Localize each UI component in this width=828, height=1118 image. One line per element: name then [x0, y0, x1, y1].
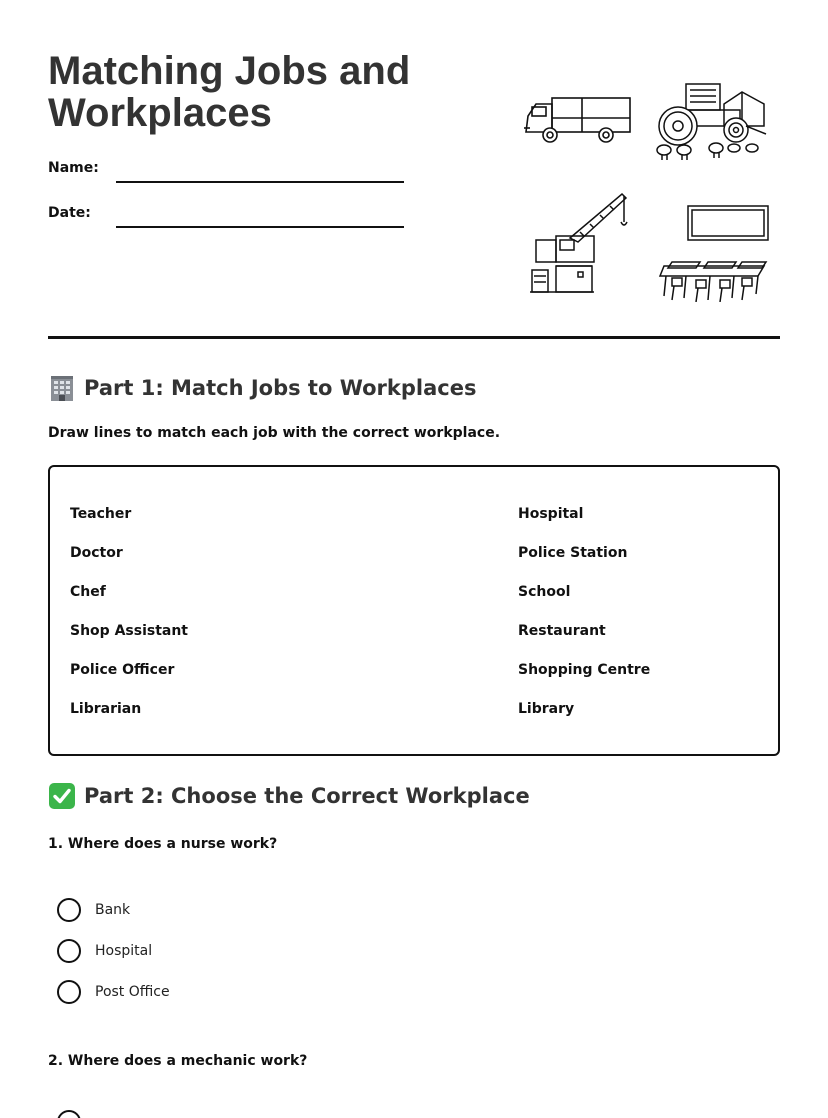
radio-button[interactable]: [57, 1110, 81, 1118]
option-label: Bank: [95, 902, 131, 918]
question-1: 1. Where does a nurse work?: [48, 836, 278, 852]
workplace-item[interactable]: Library: [518, 701, 575, 717]
part1-title: Part 1: Match Jobs to Workplaces: [84, 376, 477, 400]
crane-icon: [530, 188, 630, 296]
part2-heading: [48, 782, 530, 810]
option-hospital[interactable]: [57, 939, 152, 963]
job-item[interactable]: Shop Assistant: [70, 623, 188, 639]
part1-instructions: Draw lines to match each job with the correct workplace.: [48, 425, 501, 441]
truck-icon: [522, 92, 634, 144]
job-item[interactable]: Librarian: [70, 701, 142, 717]
page-title: Matching Jobs and Workplaces: [48, 49, 411, 135]
option-label: Hospital: [95, 943, 153, 959]
name-line[interactable]: [116, 181, 404, 183]
radio-button[interactable]: [57, 898, 81, 922]
header-divider: [48, 336, 780, 339]
job-item[interactable]: Doctor: [70, 545, 123, 561]
part2-title: Part 2: Choose the Correct Workplace: [84, 784, 530, 808]
matching-box: [48, 465, 780, 756]
name-label: Name:: [48, 160, 99, 176]
radio-button[interactable]: [57, 980, 81, 1004]
option-post-office[interactable]: [57, 980, 170, 1004]
workplace-item[interactable]: Shopping Centre: [518, 662, 651, 678]
workplace-item[interactable]: Restaurant: [518, 623, 606, 639]
question-2: 2. Where does a mechanic work?: [48, 1053, 308, 1069]
date-line[interactable]: [116, 226, 404, 228]
workplace-item[interactable]: School: [518, 584, 571, 600]
option-bank[interactable]: [57, 898, 130, 922]
job-item[interactable]: Police Officer: [70, 662, 175, 678]
job-item[interactable]: Teacher: [70, 506, 132, 522]
workplace-item[interactable]: Police Station: [518, 545, 628, 561]
radio-button[interactable]: [57, 939, 81, 963]
workplace-item[interactable]: Hospital: [518, 506, 584, 522]
classroom-icon: [658, 204, 770, 302]
date-label: Date:: [48, 205, 91, 221]
tractor-icon: [654, 80, 770, 162]
check-mark-icon: [48, 782, 76, 810]
job-item[interactable]: Chef: [70, 584, 106, 600]
option-label: Post Office: [95, 984, 170, 1000]
option-partial[interactable]: [57, 1110, 81, 1118]
office-building-icon: [48, 374, 76, 402]
part1-heading: [48, 374, 476, 402]
